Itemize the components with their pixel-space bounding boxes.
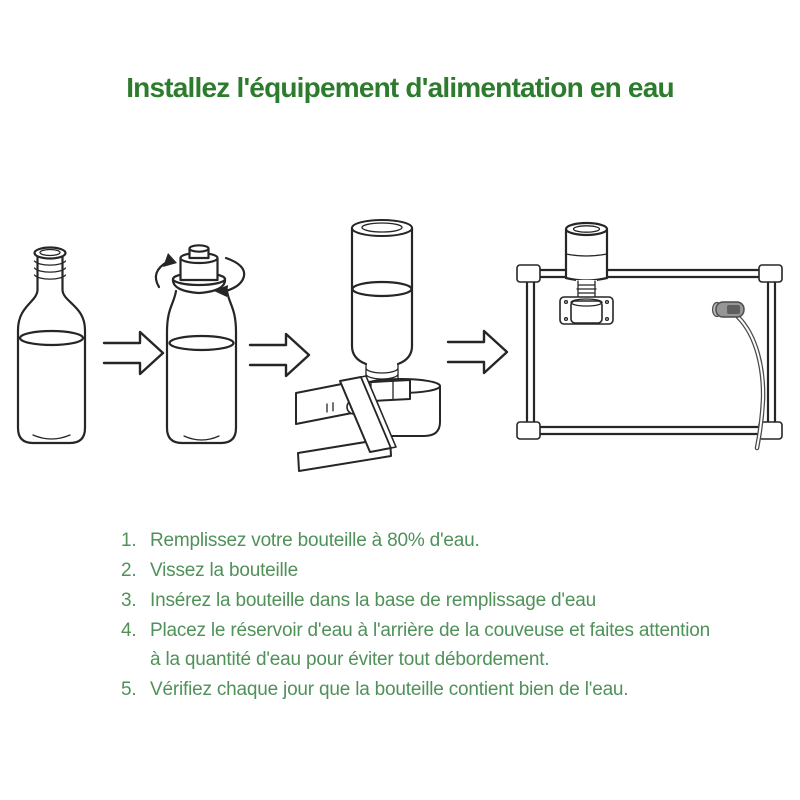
incubator-frame [527,270,775,434]
step-text: Vérifiez chaque jour que la bouteille contient bien de l'eau. [150,679,629,700]
step-number: 1. [121,530,137,551]
arrow-right-icon [104,332,163,374]
bottle-screw-cap-icon [156,245,244,443]
instruction-item [121,586,713,615]
inverted-bottle-base-icon [296,220,440,471]
instruction-item [121,556,713,585]
instruction-item [121,616,713,674]
step-number: 5. [121,679,137,700]
instruction-item [121,526,713,555]
instruction-list [121,526,713,705]
step-number: 2. [121,560,137,581]
instruction-item [121,675,713,704]
step-number: 3. [121,590,137,611]
mounted-reservoir-bottle [560,223,613,324]
bottle-with-water-icon [18,248,85,444]
step-number: 4. [121,620,137,641]
step-text: Remplissez votre bouteille à 80% d'eau. [150,530,480,551]
step-text: Placez le réservoir d'eau à l'arrière de la couveuse et faites attention à la quantité d'eau pour éviter tout débordement. [150,620,711,670]
water-level-line [170,336,234,350]
water-level-line [353,282,412,296]
installation-diagram [0,190,800,490]
arrow-right-icon [448,331,507,373]
step-text: Insérez la bouteille dans la base de remplissage d'eau [150,590,596,611]
incubator-with-reservoir-icon [517,223,782,448]
water-level-line [20,331,83,345]
page-title: Installez l'équipement d'alimentation en eau [126,72,674,103]
step-text: Vissez la bouteille [150,560,298,581]
arrow-right-icon [250,334,309,376]
